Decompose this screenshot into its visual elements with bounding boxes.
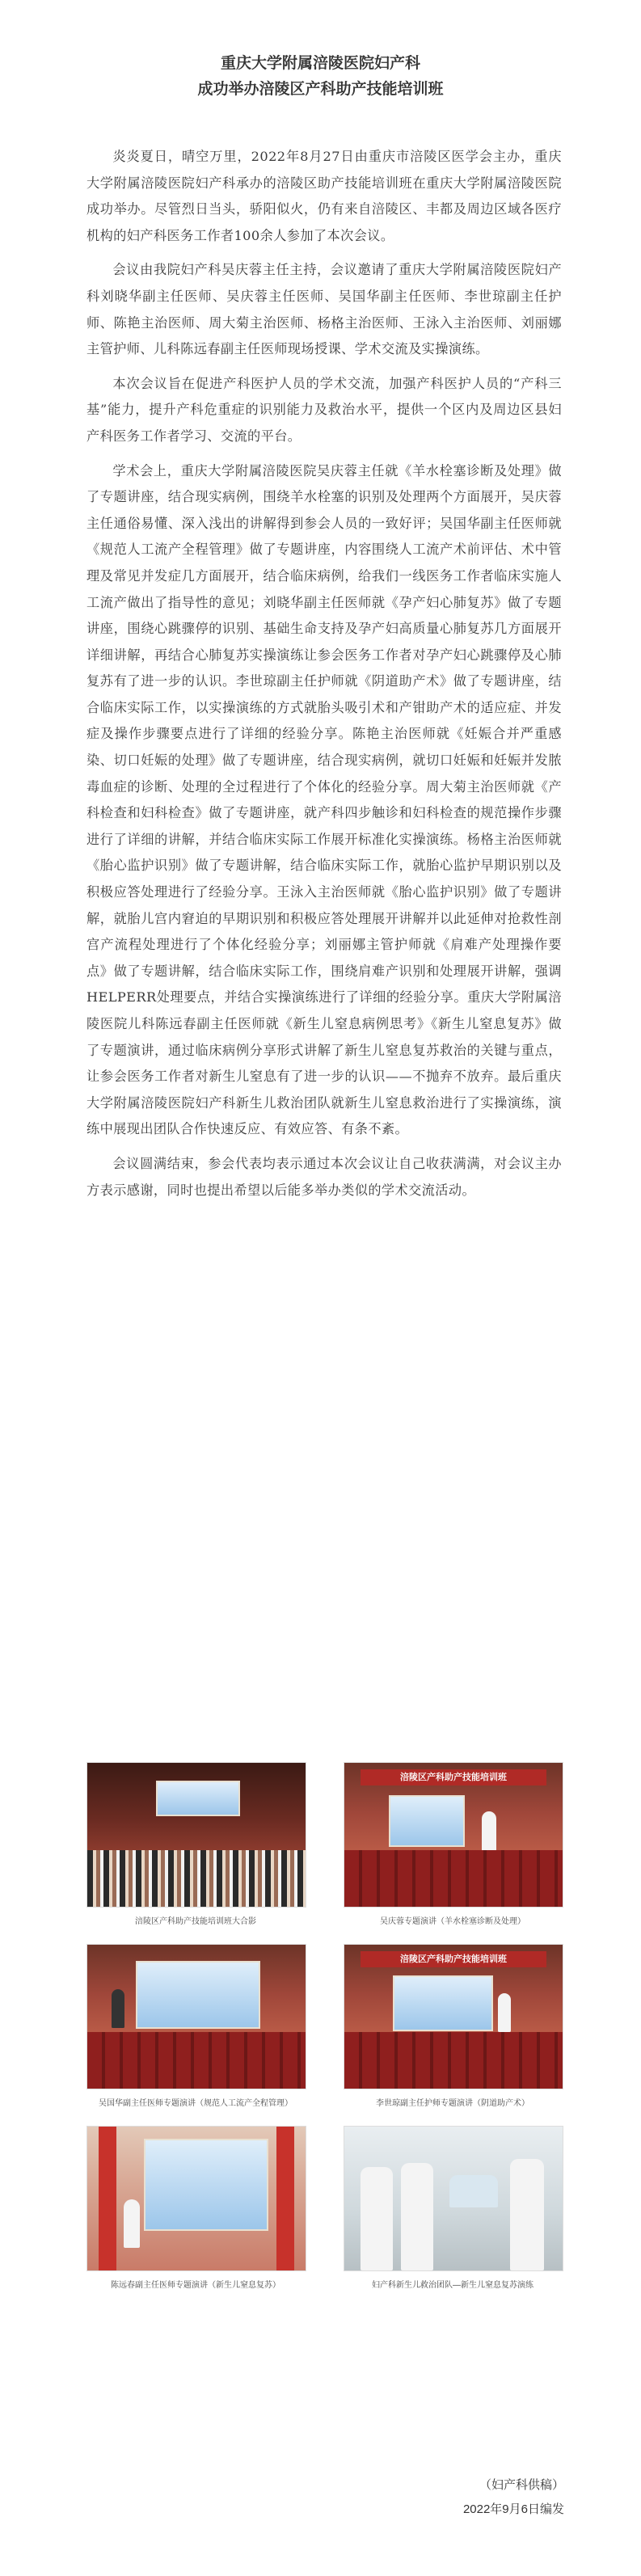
paragraph-intro: 炎炎夏日，晴空万里，2022年8月27日由重庆市涪陵区医学会主办，重庆大学附属涪陵医院妇产科承办的涪陵区助产技能培训班在重庆大学附属涪陵医院成功举办。尽管烈日当头，骄阳似火，仍有来自涪陵区、丰都及周边区域各医疗机构的妇产科医务工作者100余人参加了本次会议。: [86, 149, 562, 243]
drill-photo-image: [344, 2126, 563, 2271]
red-pillar: [276, 2127, 294, 2270]
photo-caption: 吴国华副主任医师专题演讲（规范人工流产全程管理）: [99, 2099, 293, 2108]
photo-row: [86, 1762, 562, 1926]
lecture-photo-image: [344, 1762, 563, 1908]
infant-warmer: [449, 2175, 498, 2207]
photo-banner: 涪陵区产科助产技能培训班: [361, 1769, 546, 1785]
photo-lecture-chen: [86, 2126, 305, 2290]
paragraph-lectures: 学术会上，重庆大学附属涪陵医院吴庆蓉主任就《羊水栓塞诊断及处理》做了专题讲座，结合现实病例，围绕羊水栓塞的识别及处理两个方面展开，吴庆蓉主任通俗易懂、深入浅出的讲解得到参会人员的一致好评；吴国华副主任医师就《规范人工流产全程管理》做了专题讲座，内容围绕人工流产术前评估、术中管理及常见并发症几方面展开，结合临床病例，给我们一线医务工作者临床实施人工流产做出了指导性的意见；刘晓华副主任医师就《孕产妇心肺复苏》做了专题讲座，围绕心跳骤停的识别、基础生命支持及孕产妇高质量心肺复苏几方面展开详细讲解，再结合心肺复苏实操演练让参会医务工作者对孕产妇心跳骤停及心肺复苏有了进一步的认识。李世琼副主任护师就《阴道助产术》做了专题讲座，结合临床实际工作，以实操演练的方式就胎头吸引术和产钳助产术的适应症、并发症及操作步骤要点进行了详细的经验分享。陈艳主治医师就《妊娠合并严重感染、切口妊娠的处理》做了专题讲座，结合现实病例，就切口妊娠和妊娠并发脓毒血症的诊断、处理的全过程进行了个体化的经验分享。周大菊主治医师就《产科检查和妇科检查》做了专题讲座，就产科四步触诊和妇科检查的规范操作步骤进行了详细的讲解，并结合临床实际工作展开标准化实操演练。杨格主治医师就《胎心监护识别》做了专题讲解，结合临床实际工作，就胎心监护早期识别以及积极应答处理进行了经验分享。王泳入主治医师就《胎心监护识别》做了专题讲解，就胎儿宫内窘迫的早期识别和积极应答处理展开讲解并以此延伸对抢救性剖宫产流程处理进行了个体化经验分享；刘丽娜主管护师就《肩难产处理操作要点》做了专题讲解，结合临床实际工作，围绕肩难产识别和处理展开讲解，强调HELPERR处理要点，并结合实操演练进行了详细的经验分享。重庆大学附属涪陵医院儿科陈远春副主任医师就《新生儿窒息病例思考》《新生儿窒息复苏》做了专题演讲，通过临床病例分享形式讲解了新生儿窒息复苏救治的关键与重点，让参会医务工作者对新生儿窒息有了进一步的认识——不抛弃不放弃。最后重庆大学附属涪陵医院妇产科新生儿救治团队就新生儿窒息救治进行了实操演练，演练中展现出团队合作快速反应、有效应答、有条不紊。: [86, 462, 562, 1137]
lecture-photo-image: [86, 2126, 306, 2271]
photo-lecture-wuguohua: [86, 1944, 305, 2108]
article-footer: [463, 2473, 564, 2522]
seats: [344, 1850, 563, 1907]
photo-gallery: [86, 1762, 562, 2308]
article-title: [0, 50, 641, 102]
photo-caption: 李世琼副主任护师专题演讲（阴道助产术）: [376, 2099, 529, 2108]
photo-caption: 吴庆蓉专题演讲（羊水栓塞诊断及处理）: [380, 1917, 525, 1926]
projection-screen: [393, 1975, 493, 2031]
photo-banner: 涪陵区产科助产技能培训班: [361, 1951, 546, 1967]
lecture-photo-image: [344, 1944, 563, 2089]
speaker: [112, 1989, 124, 2028]
group-photo-image: [86, 1762, 306, 1908]
title-line-1: 重庆大学附属涪陵医院妇产科: [220, 54, 420, 72]
photo-caption: 妇产科新生儿救治团队—新生儿窒息复苏演练: [372, 2281, 533, 2290]
photo-caption: 涪陵区产科助产技能培训班大合影: [135, 1917, 256, 1926]
speaker: [482, 1811, 496, 1852]
paragraph-conclusion: 会议圆满结束，参会代表均表示通过本次会议让自己收获满满，对会议主办方表示感谢，同时也提出希望以后能多举办类似的学术交流活动。: [86, 1155, 562, 1198]
photo-lecture-wu: [344, 1762, 562, 1926]
nurse: [510, 2159, 544, 2270]
speaker: [498, 1993, 511, 2032]
lecture-photo-image: [86, 1944, 306, 2089]
projection-screen: [156, 1781, 240, 1816]
projection-screen: [144, 2139, 268, 2231]
red-pillar: [99, 2127, 116, 2270]
publish-date: 2022年9月6日编发: [462, 2502, 564, 2516]
nurse: [361, 2167, 393, 2270]
projection-screen: [136, 1961, 260, 2029]
photo-drill: [344, 2126, 562, 2290]
seats: [87, 2032, 306, 2089]
source-note: （妇产科供稿）: [479, 2478, 564, 2492]
photo-group: [86, 1762, 305, 1926]
seats: [344, 2032, 563, 2089]
nurse: [401, 2163, 433, 2270]
article-body: [86, 144, 562, 1212]
photo-row: [86, 2126, 562, 2290]
speaker: [124, 2199, 140, 2248]
photo-caption: 陈远春副主任医师专题演讲（新生儿窒息复苏）: [111, 2281, 280, 2290]
photo-row: [86, 1944, 562, 2108]
crowd: [87, 1850, 306, 1907]
photo-lecture-li: [344, 1944, 562, 2108]
title-line-2: 成功举办涪陵区产科助产技能培训班: [197, 80, 444, 98]
paragraph-purpose: 本次会议旨在促进产科医护人员的学术交流，加强产科医护人员的“产科三基”能力，提升产科危重症的识别能力及救治水平，提供一个区内及周边区县妇产科医务工作者学习、交流的平台。: [86, 375, 562, 444]
paragraph-host: 会议由我院妇产科吴庆蓉主任主持，会议邀请了重庆大学附属涪陵医院妇产科刘晓华副主任医师、吴庆蓉主任医师、吴国华副主任医师、李世琼副主任护师、陈艳主治医师、周大菊主治医师、杨格主治医师、王泳入主治医师、刘丽娜主管护师、儿科陈远春副主任医师现场授课、学术交流及实操演练。: [86, 262, 562, 357]
projection-screen: [389, 1795, 465, 1847]
